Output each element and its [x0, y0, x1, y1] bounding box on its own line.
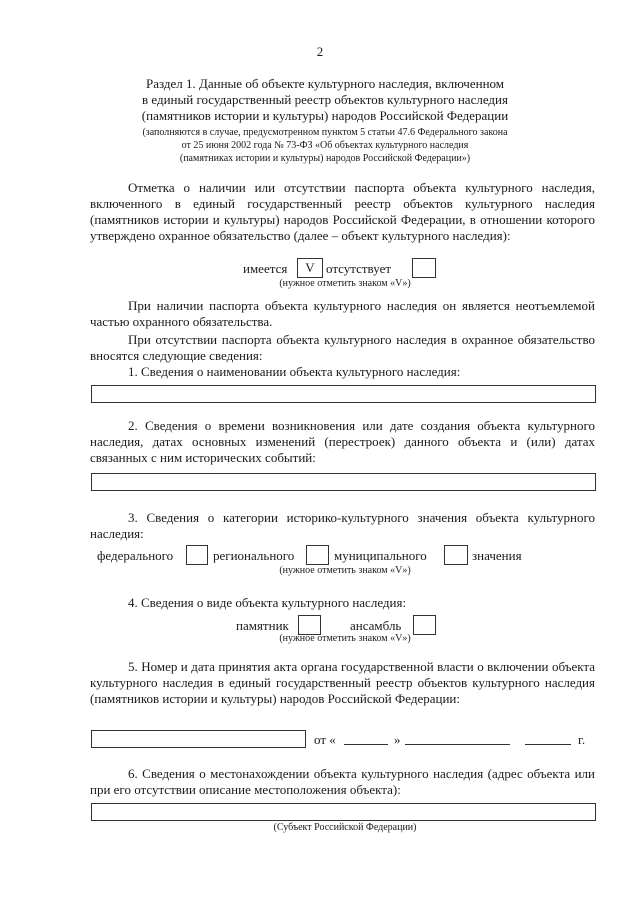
- passport-present-checkbox[interactable]: V: [297, 258, 323, 278]
- section-note-line: от 25 июня 2002 года № 73-ФЗ «Об объектах культурного наследия: [181, 140, 469, 151]
- act-day-input[interactable]: [344, 730, 388, 745]
- item1-label: [90, 364, 595, 380]
- regional-checkbox[interactable]: [306, 545, 329, 565]
- page-number: 2: [316, 44, 324, 59]
- year-suffix: г.: [578, 732, 586, 747]
- item6-label: [90, 766, 595, 798]
- section-title: [80, 76, 570, 124]
- passport-paragraph: [90, 180, 595, 244]
- monument-checkbox[interactable]: [298, 615, 321, 635]
- section-note-line: (памятниках истории и культуры) народов Российской Федерации»): [179, 153, 471, 164]
- passport-present-label: имеется: [243, 261, 288, 276]
- municipal-label: муниципального: [334, 548, 427, 563]
- monument-label: памятник: [236, 618, 289, 633]
- ensemble-checkbox[interactable]: [413, 615, 436, 635]
- item3-label: [90, 510, 595, 542]
- item1-input[interactable]: [91, 385, 596, 403]
- date-quote-close: »: [394, 732, 401, 747]
- act-month-input[interactable]: [405, 730, 510, 745]
- section-note: [100, 126, 550, 165]
- section-title-line: Раздел 1. Данные об объекте культурного наследия, включенном: [145, 76, 505, 91]
- item3-text: 3. Сведения о категории историко-культурного значения объекта культурного наследия:: [90, 510, 595, 541]
- present-paragraph: [90, 298, 595, 330]
- significance-label: значения: [472, 548, 522, 563]
- item2-input[interactable]: [91, 473, 596, 491]
- municipal-checkbox[interactable]: [444, 545, 468, 565]
- ensemble-label: ансамбль: [350, 618, 402, 633]
- act-number-input[interactable]: [91, 730, 306, 748]
- item5-label: [90, 659, 595, 707]
- regional-label: регионального: [213, 548, 295, 563]
- item6-text: 6. Сведения о местонахождении объекта культурного наследия (адрес объекта или при его отсутствии описание местоположения объекта):: [90, 766, 595, 797]
- passport-text: Отметка о наличии или отсутствии паспорта объекта культурного наследия, включенного в единый государственный реестр объектов культурного наследия (памятников истории и культуры) народов Российской Федерации, в отношении которого утверждено охранное обязательство (далее – объект культурного наследия):: [90, 180, 595, 243]
- item4-text: 4. Сведения о виде объекта культурного наследия:: [128, 595, 407, 610]
- section-note-line: (заполняются в случае, предусмотренном пунктом 5 статьи 47.6 Федерального закона: [142, 127, 508, 138]
- absent-paragraph: [90, 332, 595, 364]
- federal-checkbox[interactable]: [186, 545, 208, 565]
- category-hint: (нужное отметить знаком «V»): [279, 565, 411, 576]
- item2-text: 2. Сведения о времени возникновения или дате создания объекта культурного наследия, датах основных изменений (перестроек) данного объекта и (или) датах связанных с ним исторических событий:: [90, 418, 595, 465]
- act-year-input[interactable]: [525, 730, 571, 745]
- present-text: При наличии паспорта объекта культурного наследия он является неотъемлемой частью охранного обязательства.: [90, 298, 595, 329]
- passport-hint: (нужное отметить знаком «V»): [279, 278, 411, 289]
- kind-hint: (нужное отметить знаком «V»): [279, 633, 411, 644]
- date-from-label: от «: [314, 732, 336, 747]
- passport-absent-label: отсутствует: [326, 261, 392, 276]
- absent-text: При отсутствии паспорта объекта культурного наследия в охранное обязательство вносятся следующие сведения:: [90, 332, 595, 363]
- item2-label: [90, 418, 595, 466]
- passport-absent-checkbox[interactable]: [412, 258, 436, 278]
- section-title-line: в единый государственный реестр объектов культурного наследия: [142, 92, 508, 107]
- section-title-line: (памятников истории и культуры) народов Российской Федерации: [141, 108, 509, 123]
- item1-text: 1. Сведения о наименовании объекта культурного наследия:: [128, 364, 461, 379]
- item4-label: [90, 595, 595, 611]
- federal-label: федерального: [97, 548, 174, 563]
- subject-input[interactable]: [91, 803, 596, 821]
- item5-text: 5. Номер и дата принятия акта органа государственной власти о включении объекта культурного наследия в единый государственный реестр объектов культурного наследия (памятников истории и культуры) народов Российской Федерации:: [90, 659, 595, 706]
- subject-caption: (Субъект Российской Федерации): [273, 822, 417, 833]
